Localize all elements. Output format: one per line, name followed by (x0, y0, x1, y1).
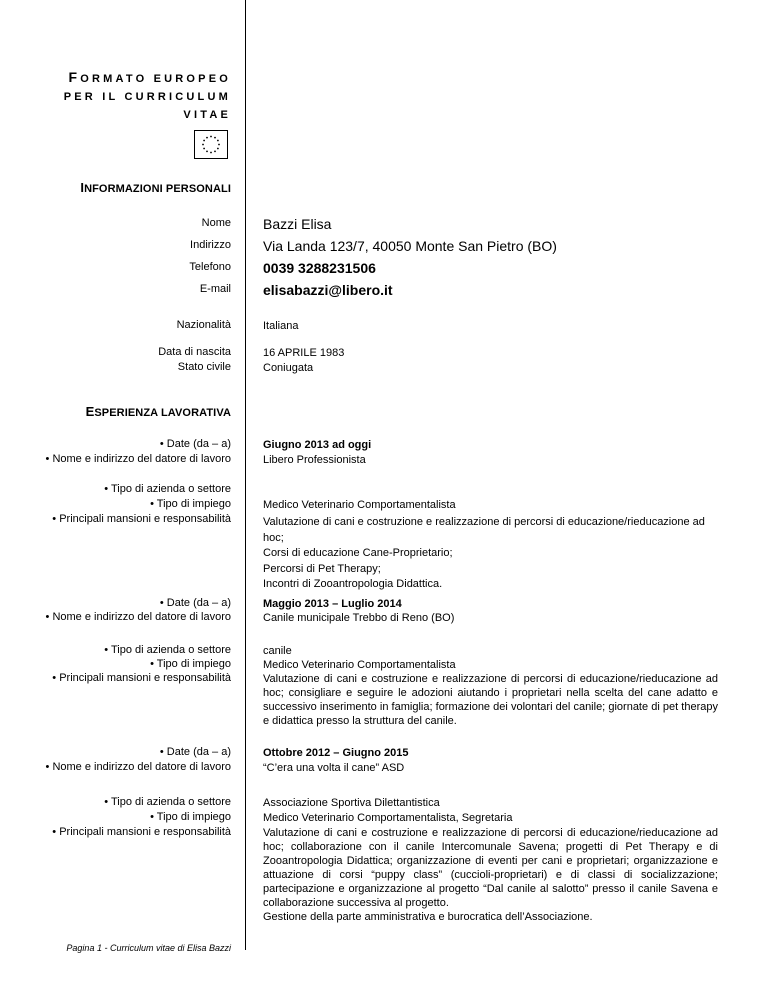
job-3-dates: Ottobre 2012 – Giugno 2015 (263, 747, 409, 759)
job-3-duty: Gestione della parte amministrativa e burocratica dell’Associazione. (263, 911, 593, 923)
job-3-type-label: • Tipo di impiego (150, 811, 231, 823)
job-2-date-label: • Date (da – a) (159, 597, 231, 609)
name-label: Nome (201, 217, 231, 229)
nationality-label: Nazionalità (176, 319, 231, 331)
job-3-date-label: • Date (da – a) (159, 746, 231, 758)
job-3-employer: “C’era una volta il cane” ASD (263, 762, 405, 774)
address-label: Indirizzo (190, 239, 231, 251)
job-2-employer-label: • Nome e indirizzo del datore di lavoro (45, 611, 231, 623)
job-3-sector-label: • Tipo di azienda o settore (104, 796, 231, 808)
page-footer: Pagina 1 - Curriculum vitae di Elisa Bazzi (66, 943, 231, 953)
marital-status-label: Stato civile (177, 361, 231, 373)
job-2-type-label: • Tipo di impiego (150, 658, 231, 670)
birth-value: 16 APRILE 1983 (263, 347, 345, 359)
address-value: Via Landa 123/7, 40050 Monte San Pietro (BO) (263, 238, 557, 254)
job-3-duty: Valutazione di cani e costruzione e realizzazione di percorsi di educazione/rieducazione ad hoc; collaborazione con il canile Intercomunale Savena; progetti di Pet Therapy e di Zooantropologia Didattica; organizzazione di eventi per cani e proprietari; organizzazione e attuazione di corsi “puppy class” (cuccioli-proprietari) e di classi di socializzazione; partecipazione e organizzazione al progetto “Dal canile al salotto” presso il canile Savena e collaborazione successiva al progetto. (263, 827, 718, 909)
job-2-employer: Canile municipale Trebbo di Reno (BO) (263, 612, 455, 624)
job-1-duty: Corsi di educazione Cane-Proprietario; (263, 547, 453, 559)
job-3-employer-label: • Nome e indirizzo del datore di lavoro (45, 761, 231, 773)
document-title: FORMATO EUROPEO PER IL CURRICULUM VITAE (63, 69, 231, 121)
job-2-duties: Valutazione di cani e costruzione e realizzazione di percorsi di educazione/rieducazione ad hoc; consigliare e seguire le adozioni aiutando i proprietari nella scelta del cane adatto e successivo inserimento in famiglia; formazione dei volontari del canile; giornate di pet therapy e didattica presso la struttura del canile. (263, 673, 718, 727)
eu-flag-icon (194, 130, 228, 159)
birth-label: Data di nascita (158, 346, 231, 358)
job-1-sector-label: • Tipo di azienda o settore (104, 483, 231, 495)
job-3-type: Medico Veterinario Comportamentalista, Segretaria (263, 812, 513, 824)
job-1-duty: Valutazione di cani e costruzione e realizzazione di percorsi di educazione/rieducazione ad hoc; (263, 516, 705, 544)
job-3-duties (263, 826, 718, 924)
job-1-duty: Incontri di Zooantropologia Didattica. (263, 578, 443, 590)
section-heading-experience: ESPERIENZA LAVORATIVA (85, 404, 231, 419)
name-value: Bazzi Elisa (263, 216, 332, 232)
email-label: E-mail (199, 283, 231, 295)
job-1-type-label: • Tipo di impiego (150, 498, 231, 510)
marital-status-value: Coniugata (263, 362, 314, 374)
job-1-employer-label: • Nome e indirizzo del datore di lavoro (45, 453, 231, 465)
job-2-duties-label: • Principali mansioni e responsabilità (52, 672, 231, 684)
phone-value: 0039 3288231506 (263, 260, 376, 276)
job-1-duty: Percorsi di Pet Therapy; (263, 562, 381, 575)
email-value: elisabazzi@libero.it (263, 282, 393, 298)
nationality-value: Italiana (263, 320, 299, 332)
job-1-date-label: • Date (da – a) (159, 438, 231, 450)
job-1-type: Medico Veterinario Comportamentalista (263, 499, 456, 511)
section-heading-personal: INFORMAZIONI PERSONALI (80, 180, 231, 195)
job-1-duties (263, 515, 718, 593)
job-3-sector: Associazione Sportiva Dilettantistica (263, 797, 440, 809)
job-3-duties-label: • Principali mansioni e responsabilità (52, 826, 231, 838)
job-1-employer: Libero Professionista (263, 454, 366, 466)
phone-label: Telefono (189, 261, 231, 273)
column-divider (245, 0, 246, 950)
job-1-dates: Giugno 2013 ad oggi (263, 439, 372, 451)
job-2-sector-label: • Tipo di azienda o settore (104, 644, 231, 656)
job-2-dates: Maggio 2013 – Luglio 2014 (263, 598, 402, 610)
job-1-duties-label: • Principali mansioni e responsabilità (52, 513, 231, 525)
job-2-sector: canile (263, 645, 292, 657)
job-2-type: Medico Veterinario Comportamentalista (263, 659, 456, 671)
